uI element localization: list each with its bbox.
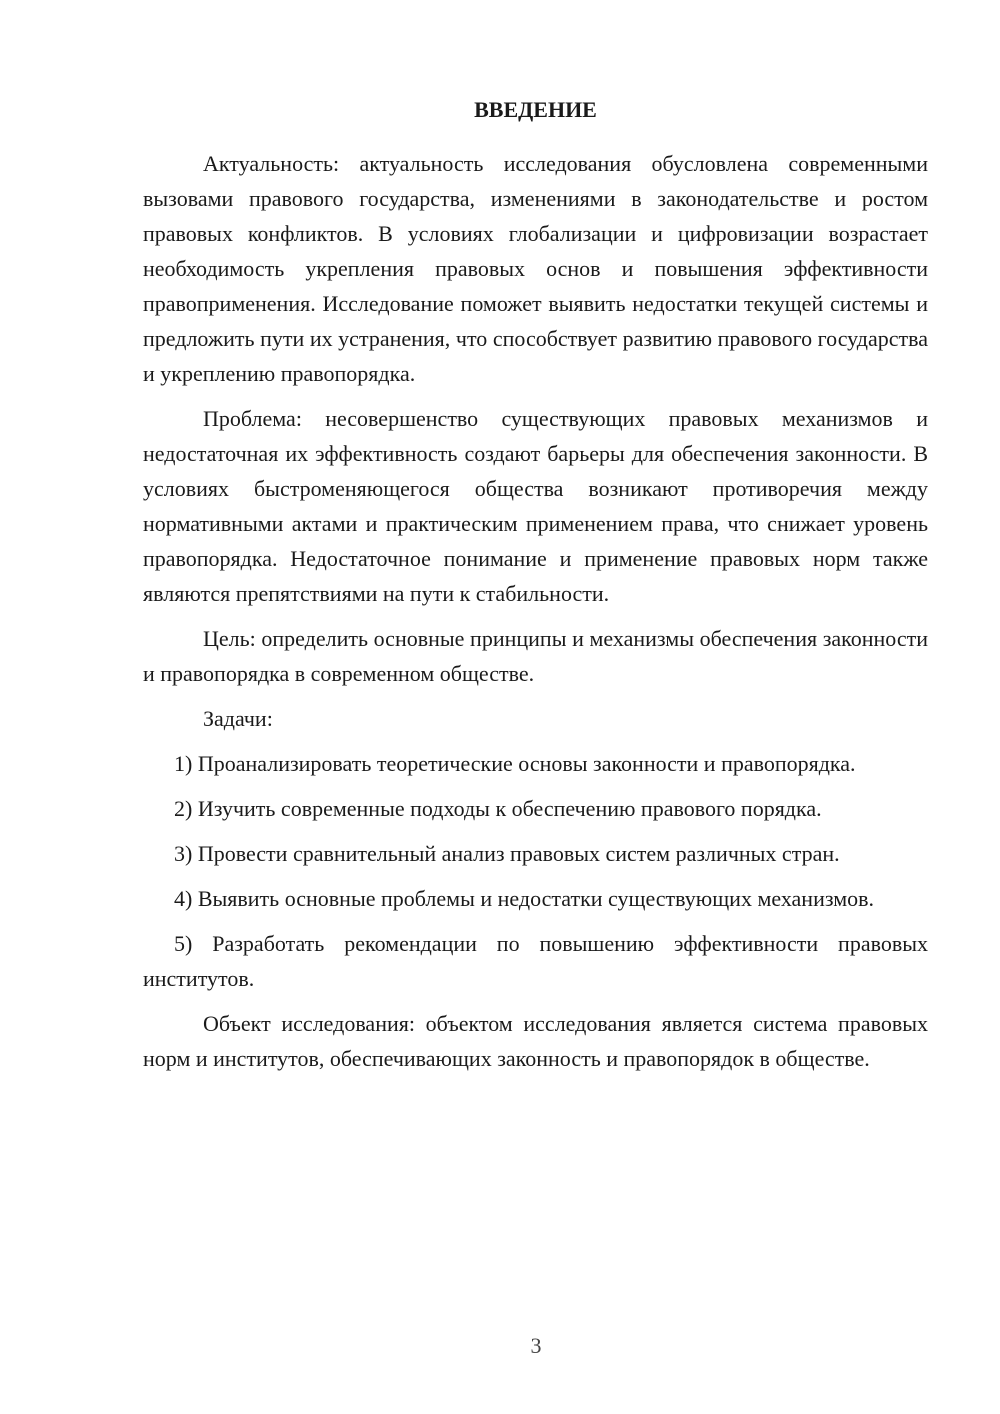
goal-paragraph: Цель: определить основные принципы и механизмы обеспечения законности и правопорядка в современном обществе. <box>143 626 928 686</box>
object-paragraph: Объект исследования: объектом исследования является система правовых норм и институтов, обеспечивающих законность и правопорядок в обществе. <box>143 1011 928 1071</box>
task-item-2: 2) Изучить современные подходы к обеспечению правового порядка. <box>174 796 822 821</box>
task-item-4: 4) Выявить основные проблемы и недостатки существующих механизмов. <box>174 886 875 911</box>
task-item-5: 5) Разработать рекомендации по повышению эффективности правовых институтов. <box>143 931 928 991</box>
task-item-3: 3) Провести сравнительный анализ правовых систем различных стран. <box>174 841 840 866</box>
section-heading: ВВЕДЕНИЕ <box>474 97 597 122</box>
task-item-1: 1) Проанализировать теоретические основы законности и правопорядка. <box>174 751 856 776</box>
page-number: 3 <box>530 1333 542 1358</box>
relevance-paragraph: Актуальность: актуальность исследования обусловлена современными вызовами правового государства, изменениями в законодательстве и ростом правовых конфликтов. В условиях глобализации и цифровизации возрастает необходимость укрепления правовых основ и повышения эффективности правоприменения. Исследование поможет выявить недостатки текущей системы и предложить пути их устранения, что способствует развитию правового государства и укреплению правопорядка. <box>143 151 928 386</box>
problem-paragraph: Проблема: несовершенство существующих правовых механизмов и недостаточная их эффективность создают барьеры для обеспечения законности. В условиях быстроменяющегося общества возникают противоречия между нормативными актами и практическим применением права, что снижает уровень правопорядка. Недостаточное понимание и применение правовых норм также являются препятствиями на пути к стабильности. <box>143 406 928 606</box>
tasks-label: Задачи: <box>203 706 273 731</box>
document-page <box>143 92 928 1076</box>
